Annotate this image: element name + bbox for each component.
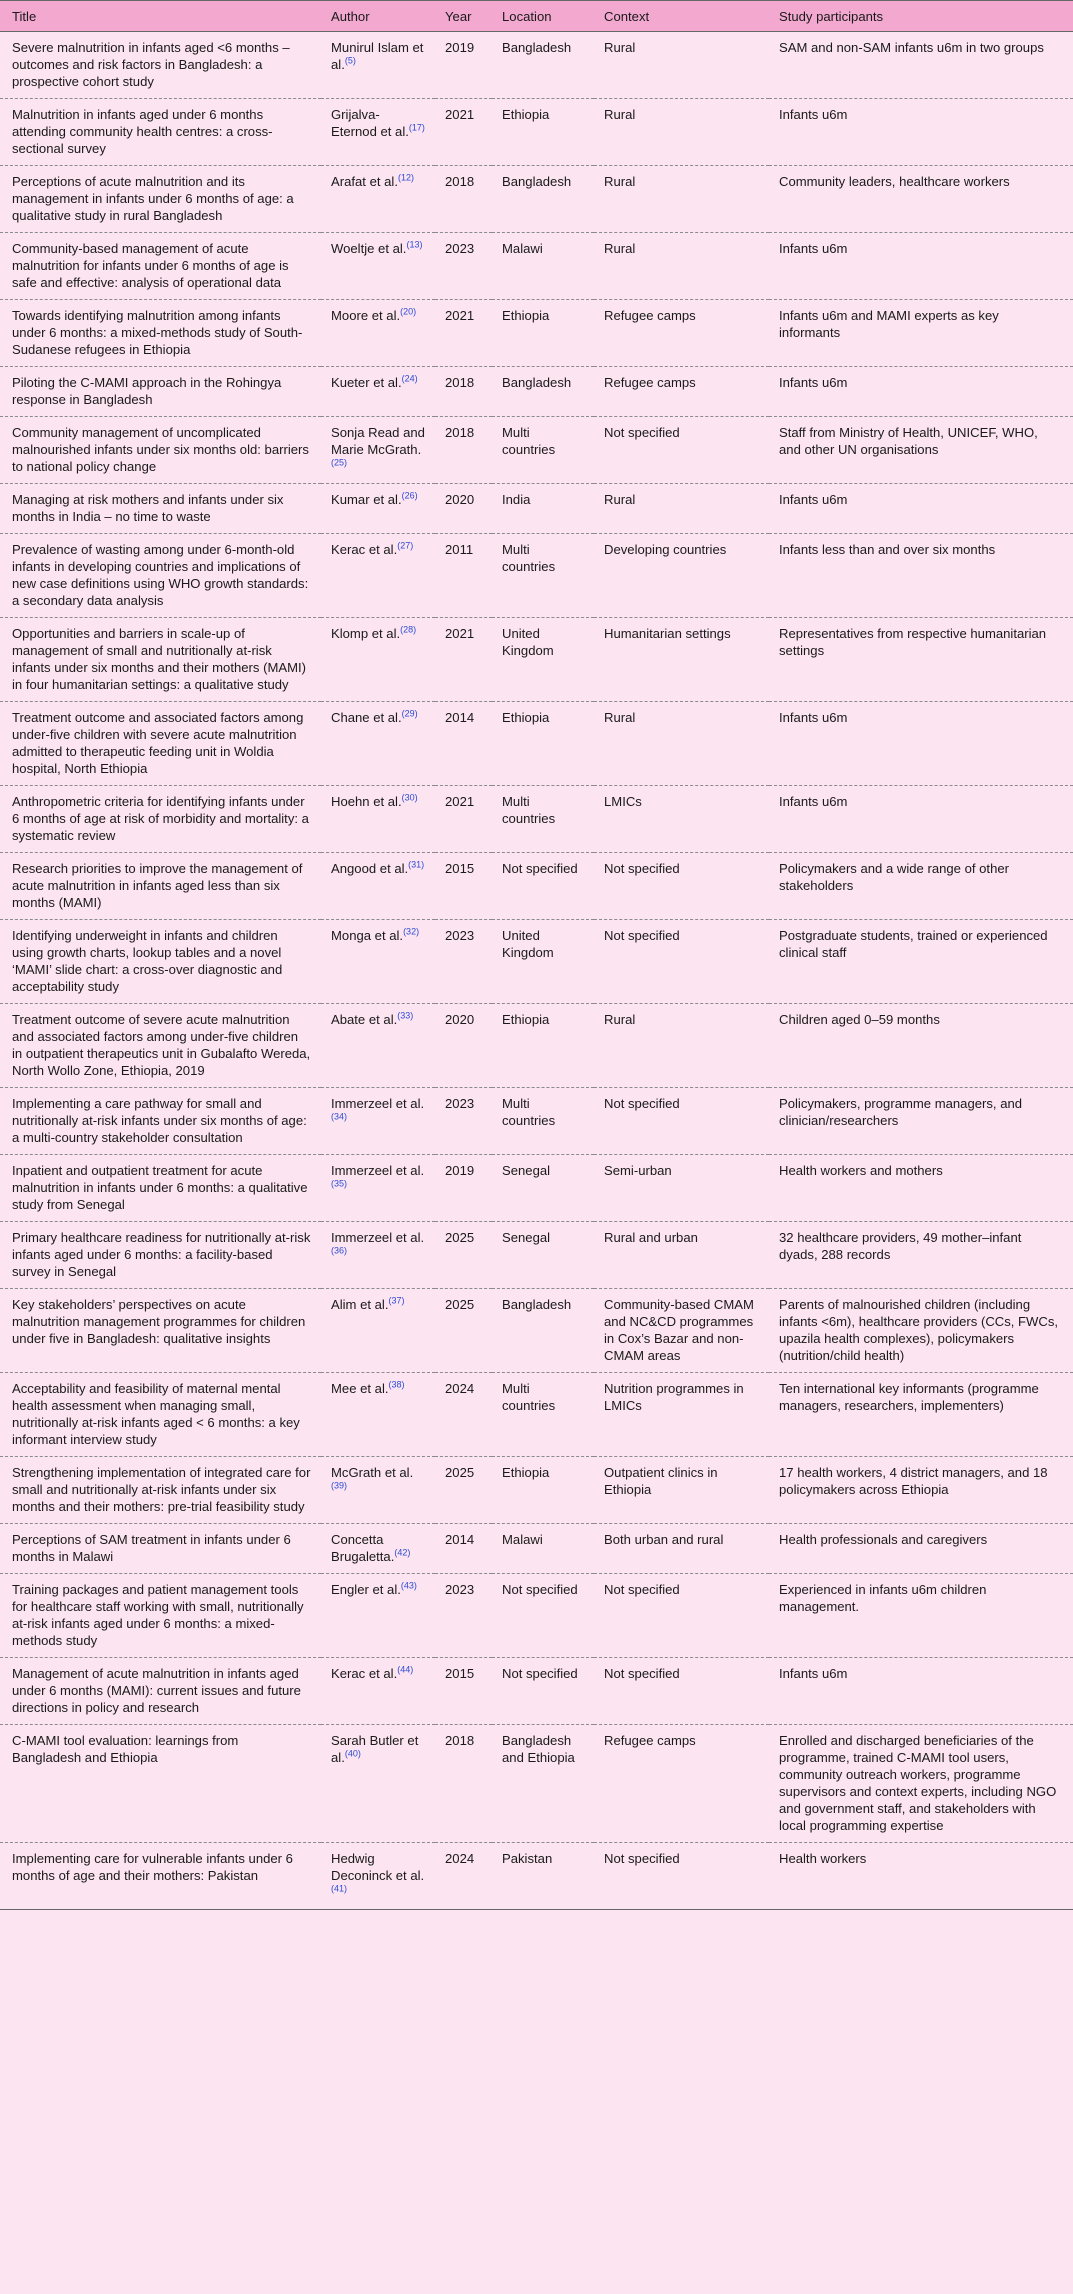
cell-title: Perceptions of SAM treatment in infants under 6 months in Malawi [0, 1524, 321, 1574]
cell-year: 2025 [435, 1222, 492, 1289]
table-row [0, 1658, 1073, 1725]
cell-location: Bangladesh and Ethiopia [492, 1725, 594, 1843]
table-row [0, 484, 1073, 534]
reference-link[interactable]: (42) [394, 1547, 411, 1558]
cell-participants: Enrolled and discharged beneficiaries of the programme, trained C-MAMI tool users, community outreach workers, programme supervisors and context experts, including NGO and government staff, and stakeholders with local programming expertise [769, 1725, 1073, 1843]
reference-link[interactable]: (37) [388, 1295, 405, 1306]
cell-author [321, 166, 435, 233]
header-author: Author [321, 1, 435, 32]
table-row [0, 417, 1073, 484]
cell-author [321, 233, 435, 300]
cell-year: 2019 [435, 32, 492, 99]
reference-link[interactable]: (24) [401, 373, 418, 384]
author-name: Engler et al. [331, 1582, 401, 1597]
reference-link[interactable]: (5) [344, 55, 356, 66]
cell-location: Multi countries [492, 1373, 594, 1457]
reference-link[interactable]: (28) [400, 624, 417, 635]
table-row [0, 1524, 1073, 1574]
table-header-row [0, 1, 1073, 32]
author-name: Chane et al. [331, 710, 402, 725]
cell-context: Rural [594, 233, 769, 300]
cell-context: Not specified [594, 1658, 769, 1725]
cell-author [321, 1574, 435, 1658]
cell-title: Inpatient and outpatient treatment for acute malnutrition in infants under 6 months: a qualitative study from Senegal [0, 1155, 321, 1222]
cell-author [321, 1289, 435, 1373]
cell-title: Prevalence of wasting among under 6-month-old infants in developing countries and implications of new case definitions using WHO growth standards: a secondary data analysis [0, 534, 321, 618]
cell-context: Refugee camps [594, 367, 769, 417]
cell-participants: Policymakers and a wide range of other stakeholders [769, 853, 1073, 920]
author-name: Hedwig Deconinck et al. [331, 1851, 425, 1883]
cell-year: 2015 [435, 1658, 492, 1725]
cell-title: Key stakeholders’ perspectives on acute malnutrition management programmes for children under five in Bangladesh: qualitative insights [0, 1289, 321, 1373]
table-row [0, 99, 1073, 166]
cell-context: Not specified [594, 853, 769, 920]
cell-participants: Representatives from respective humanitarian settings [769, 618, 1073, 702]
cell-location: Senegal [492, 1155, 594, 1222]
cell-location: Ethiopia [492, 1457, 594, 1524]
table-row [0, 1155, 1073, 1222]
cell-title: Primary healthcare readiness for nutritionally at-risk infants aged under 6 months: a facility-based survey in Senegal [0, 1222, 321, 1289]
cell-author [321, 786, 435, 853]
reference-link[interactable]: (27) [397, 540, 414, 551]
cell-context: Both urban and rural [594, 1524, 769, 1574]
table-row [0, 1004, 1073, 1088]
cell-year: 2025 [435, 1289, 492, 1373]
cell-context: Rural [594, 32, 769, 99]
table-row [0, 534, 1073, 618]
cell-location: Multi countries [492, 417, 594, 484]
cell-participants: Infants u6m [769, 786, 1073, 853]
reference-link[interactable]: (17) [408, 122, 425, 133]
cell-title: Towards identifying malnutrition among infants under 6 months: a mixed-methods study of South-Sudanese refugees in Ethiopia [0, 300, 321, 367]
cell-location: Not specified [492, 1574, 594, 1658]
cell-participants: Infants u6m [769, 702, 1073, 786]
cell-year: 2023 [435, 1574, 492, 1658]
table-row [0, 1289, 1073, 1373]
cell-year: 2023 [435, 920, 492, 1004]
author-name: Angood et al. [331, 861, 409, 876]
cell-context: LMICs [594, 786, 769, 853]
cell-location: Not specified [492, 1658, 594, 1725]
cell-year: 2021 [435, 786, 492, 853]
reference-link[interactable]: (43) [400, 1580, 417, 1591]
reference-link[interactable]: (30) [401, 792, 418, 803]
header-title: Title [0, 1, 321, 32]
table-row [0, 618, 1073, 702]
cell-title: Acceptability and feasibility of maternal mental health assessment when managing small, nutritionally at-risk infants aged < 6 months: a key informant interview study [0, 1373, 321, 1457]
reference-link[interactable]: (12) [397, 172, 414, 183]
table-row [0, 1457, 1073, 1524]
cell-context: Rural [594, 1004, 769, 1088]
author-name: Mee et al. [331, 1381, 389, 1396]
cell-year: 2018 [435, 417, 492, 484]
cell-context: Rural [594, 166, 769, 233]
cell-participants: Infants u6m [769, 484, 1073, 534]
table-row [0, 920, 1073, 1004]
cell-author [321, 484, 435, 534]
cell-location: Ethiopia [492, 1004, 594, 1088]
cell-title: C-MAMI tool evaluation: learnings from Bangladesh and Ethiopia [0, 1725, 321, 1843]
cell-author [321, 32, 435, 99]
cell-context: Not specified [594, 920, 769, 1004]
cell-title: Strengthening implementation of integrated care for small and nutritionally at-risk infants under six months and their mothers: pre-trial feasibility study [0, 1457, 321, 1524]
cell-location: Malawi [492, 1524, 594, 1574]
reference-link[interactable]: (13) [406, 239, 423, 250]
cell-context: Rural and urban [594, 1222, 769, 1289]
cell-context: Rural [594, 702, 769, 786]
table-row [0, 166, 1073, 233]
table-row [0, 1725, 1073, 1843]
cell-author [321, 920, 435, 1004]
cell-author [321, 1373, 435, 1457]
cell-title: Community management of uncomplicated malnourished infants under six months old: barriers to national policy change [0, 417, 321, 484]
cell-year: 2021 [435, 99, 492, 166]
cell-title: Management of acute malnutrition in infants aged under 6 months (MAMI): current issues and future directions in policy and research [0, 1658, 321, 1725]
cell-year: 2018 [435, 367, 492, 417]
cell-location: United Kingdom [492, 618, 594, 702]
cell-author [321, 853, 435, 920]
cell-author [321, 1524, 435, 1574]
cell-author [321, 99, 435, 166]
cell-author [321, 300, 435, 367]
reference-link[interactable]: (32) [403, 926, 420, 937]
table-row [0, 702, 1073, 786]
author-name: Alim et al. [331, 1297, 389, 1312]
cell-participants: Infants u6m [769, 1658, 1073, 1725]
cell-year: 2019 [435, 1155, 492, 1222]
cell-author [321, 1658, 435, 1725]
cell-title: Managing at risk mothers and infants under six months in India – no time to waste [0, 484, 321, 534]
cell-author [321, 417, 435, 484]
author-name: Grijalva-Eternod et al. [331, 107, 409, 139]
cell-location: Senegal [492, 1222, 594, 1289]
reference-link[interactable]: (29) [401, 708, 418, 719]
cell-location: Ethiopia [492, 702, 594, 786]
cell-title: Implementing care for vulnerable infants under 6 months of age and their mothers: Pakistan [0, 1843, 321, 1910]
table-row [0, 300, 1073, 367]
reference-link[interactable]: (44) [397, 1664, 414, 1675]
cell-year: 2023 [435, 1088, 492, 1155]
cell-title: Research priorities to improve the management of acute malnutrition in infants aged less than six months (MAMI) [0, 853, 321, 920]
cell-context: Semi-urban [594, 1155, 769, 1222]
table-row [0, 367, 1073, 417]
cell-year: 2024 [435, 1373, 492, 1457]
cell-title: Implementing a care pathway for small and nutritionally at-risk infants under six months of age: a multi-country stakeholder consultation [0, 1088, 321, 1155]
cell-author [321, 1222, 435, 1289]
header-context: Context [594, 1, 769, 32]
cell-author [321, 1088, 435, 1155]
header-location: Location [492, 1, 594, 32]
author-name: Abate et al. [331, 1012, 398, 1027]
cell-participants: Infants less than and over six months [769, 534, 1073, 618]
cell-participants: Infants u6m [769, 99, 1073, 166]
author-name: McGrath et al. [331, 1465, 414, 1480]
reference-link[interactable]: (25) [331, 457, 348, 468]
author-name: Kueter et al. [331, 375, 402, 390]
author-name: Kerac et al. [331, 542, 398, 557]
author-name: Kerac et al. [331, 1666, 398, 1681]
cell-year: 2014 [435, 702, 492, 786]
cell-participants: Staff from Ministry of Health, UNICEF, WHO, and other UN organisations [769, 417, 1073, 484]
cell-location: India [492, 484, 594, 534]
cell-context: Outpatient clinics in Ethiopia [594, 1457, 769, 1524]
cell-location: United Kingdom [492, 920, 594, 1004]
cell-location: Not specified [492, 853, 594, 920]
cell-year: 2014 [435, 1524, 492, 1574]
cell-context: Community-based CMAM and NC&CD programmes in Cox’s Bazar and non-CMAM areas [594, 1289, 769, 1373]
reference-link[interactable]: (31) [408, 859, 425, 870]
cell-year: 2021 [435, 300, 492, 367]
cell-participants: Infants u6m [769, 233, 1073, 300]
cell-context: Nutrition programmes in LMICs [594, 1373, 769, 1457]
cell-location: Multi countries [492, 1088, 594, 1155]
author-name: Sonja Read and Marie McGrath. [331, 425, 425, 457]
author-name: Munirul Islam et al. [331, 40, 424, 72]
cell-participants: Parents of malnourished children (including infants <6m), healthcare providers (CCs, FWCs, upazila health complexes), policymakers (nutrition/child health) [769, 1289, 1073, 1373]
author-name: Sarah Butler et al. [331, 1733, 419, 1765]
table-row [0, 1222, 1073, 1289]
cell-location: Ethiopia [492, 99, 594, 166]
cell-title: Identifying underweight in infants and children using growth charts, lookup tables and a novel ‘MAMI’ slide chart: a cross-over diagnostic and acceptability study [0, 920, 321, 1004]
cell-author [321, 1843, 435, 1910]
table-row [0, 1088, 1073, 1155]
cell-context: Refugee camps [594, 300, 769, 367]
cell-participants: Policymakers, programme managers, and clinician/researchers [769, 1088, 1073, 1155]
cell-context: Not specified [594, 1843, 769, 1910]
cell-author [321, 1004, 435, 1088]
cell-context: Not specified [594, 1574, 769, 1658]
cell-title: Training packages and patient management tools for healthcare staff working with small, nutritionally at-risk infants aged under 6 months: a mixed-methods study [0, 1574, 321, 1658]
header-participants: Study participants [769, 1, 1073, 32]
cell-year: 2024 [435, 1843, 492, 1910]
cell-participants: 32 healthcare providers, 49 mother–infant dyads, 288 records [769, 1222, 1073, 1289]
cell-author [321, 618, 435, 702]
header-year: Year [435, 1, 492, 32]
cell-participants: Infants u6m [769, 367, 1073, 417]
cell-title: Perceptions of acute malnutrition and its management in infants under 6 months of age: a qualitative study in rural Bangladesh [0, 166, 321, 233]
cell-year: 2021 [435, 618, 492, 702]
cell-location: Bangladesh [492, 32, 594, 99]
cell-context: Humanitarian settings [594, 618, 769, 702]
reference-link[interactable]: (33) [397, 1010, 414, 1021]
author-name: Woeltje et al. [331, 241, 407, 256]
cell-author [321, 367, 435, 417]
author-name: Klomp et al. [331, 626, 401, 641]
cell-participants: Postgraduate students, trained or experienced clinical staff [769, 920, 1073, 1004]
cell-location: Bangladesh [492, 166, 594, 233]
cell-location: Bangladesh [492, 367, 594, 417]
cell-context: Not specified [594, 417, 769, 484]
cell-participants: Community leaders, healthcare workers [769, 166, 1073, 233]
cell-year: 2018 [435, 1725, 492, 1843]
cell-participants: Experienced in infants u6m children management. [769, 1574, 1073, 1658]
cell-context: Not specified [594, 1088, 769, 1155]
cell-participants: Children aged 0–59 months [769, 1004, 1073, 1088]
cell-author [321, 1457, 435, 1524]
cell-location: Malawi [492, 233, 594, 300]
author-name: Concetta Brugaletta. [331, 1532, 395, 1564]
cell-participants: Health workers and mothers [769, 1155, 1073, 1222]
reference-link[interactable]: (40) [344, 1748, 361, 1759]
table-row [0, 1574, 1073, 1658]
reference-link[interactable]: (26) [401, 490, 418, 501]
author-name: Immerzeel et al. [331, 1096, 425, 1111]
cell-author [321, 1725, 435, 1843]
cell-title: Malnutrition in infants aged under 6 months attending community health centres: a cross-sectional survey [0, 99, 321, 166]
author-name: Immerzeel et al. [331, 1230, 425, 1245]
table-row [0, 1843, 1073, 1910]
cell-author [321, 534, 435, 618]
cell-context: Refugee camps [594, 1725, 769, 1843]
cell-location: Multi countries [492, 534, 594, 618]
cell-title: Severe malnutrition in infants aged <6 months – outcomes and risk factors in Bangladesh: a prospective cohort study [0, 32, 321, 99]
cell-author [321, 1155, 435, 1222]
cell-year: 2020 [435, 484, 492, 534]
table-row [0, 853, 1073, 920]
reference-link[interactable]: (35) [331, 1178, 348, 1189]
cell-participants: SAM and non-SAM infants u6m in two groups [769, 32, 1073, 99]
reference-link[interactable]: (34) [331, 1111, 348, 1122]
author-name: Arafat et al. [331, 174, 398, 189]
table-row [0, 1373, 1073, 1457]
cell-author [321, 702, 435, 786]
cell-year: 2023 [435, 233, 492, 300]
table-body [0, 32, 1073, 1910]
cell-title: Community-based management of acute malnutrition for infants under 6 months of age is safe and effective: analysis of operational data [0, 233, 321, 300]
cell-title: Anthropometric criteria for identifying infants under 6 months of age at risk of morbidity and mortality: a systematic review [0, 786, 321, 853]
cell-title: Treatment outcome and associated factors among under-five children with severe acute malnutrition admitted to therapeutic feeding unit in Woldia hospital, North Ethiopia [0, 702, 321, 786]
author-name: Kumar et al. [331, 492, 402, 507]
cell-title: Piloting the C-MAMI approach in the Rohingya response in Bangladesh [0, 367, 321, 417]
reference-link[interactable]: (39) [331, 1480, 348, 1491]
cell-year: 2018 [435, 166, 492, 233]
cell-year: 2015 [435, 853, 492, 920]
cell-location: Bangladesh [492, 1289, 594, 1373]
author-name: Immerzeel et al. [331, 1163, 425, 1178]
cell-year: 2025 [435, 1457, 492, 1524]
table-row [0, 233, 1073, 300]
reference-link[interactable]: (41) [331, 1883, 348, 1894]
cell-context: Developing countries [594, 534, 769, 618]
cell-participants: 17 health workers, 4 district managers, and 18 policymakers across Ethiopia [769, 1457, 1073, 1524]
reference-link[interactable]: (38) [388, 1379, 405, 1390]
cell-participants: Ten international key informants (programme managers, researchers, implementers) [769, 1373, 1073, 1457]
cell-year: 2020 [435, 1004, 492, 1088]
cell-title: Opportunities and barriers in scale-up of management of small and nutritionally at-risk infants under six months and their mothers (MAMI) in four humanitarian settings: a qualitative study [0, 618, 321, 702]
table-row [0, 786, 1073, 853]
cell-context: Rural [594, 484, 769, 534]
cell-year: 2011 [435, 534, 492, 618]
cell-location: Pakistan [492, 1843, 594, 1910]
table-row [0, 32, 1073, 99]
cell-title: Treatment outcome of severe acute malnutrition and associated factors among under-five children in outpatient therapeutics unit in Gubalafto Wereda, North Wollo Zone, Ethiopia, 2019 [0, 1004, 321, 1088]
reference-link[interactable]: (36) [331, 1245, 348, 1256]
cell-participants: Health workers [769, 1843, 1073, 1910]
author-name: Moore et al. [331, 308, 401, 323]
cell-location: Ethiopia [492, 300, 594, 367]
author-name: Hoehn et al. [331, 794, 402, 809]
author-name: Monga et al. [331, 928, 404, 943]
cell-participants: Infants u6m and MAMI experts as key informants [769, 300, 1073, 367]
cell-context: Rural [594, 99, 769, 166]
cell-participants: Health professionals and caregivers [769, 1524, 1073, 1574]
reference-link[interactable]: (20) [400, 306, 417, 317]
cell-location: Multi countries [492, 786, 594, 853]
